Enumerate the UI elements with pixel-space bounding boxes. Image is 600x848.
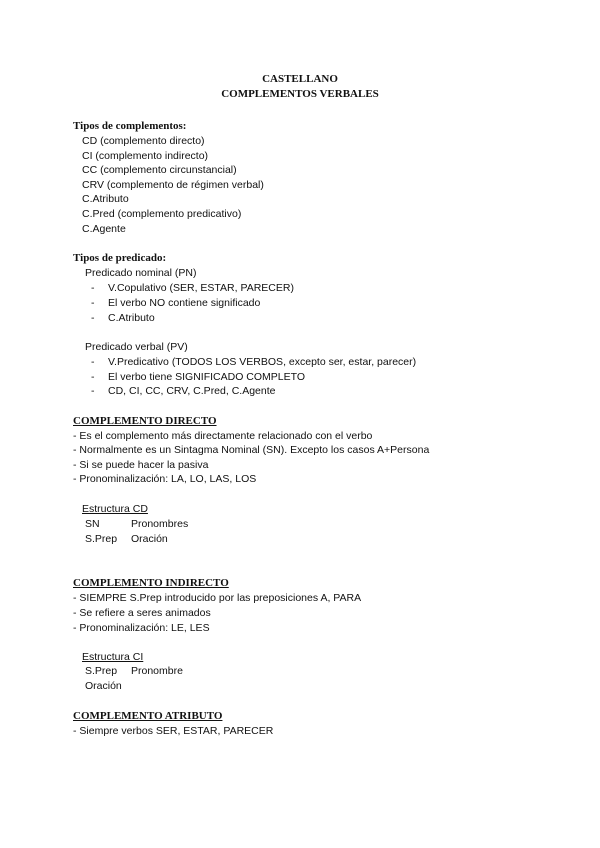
list-item: CD (complemento directo): [82, 135, 205, 147]
tipos-complementos-heading: Tipos de complementos:: [73, 120, 187, 132]
list-item: V.Predicativo (TODOS LOS VERBOS, excepto ser, estar, parecer): [108, 356, 417, 368]
atributo-heading: COMPLEMENTO ATRIBUTO: [73, 710, 223, 722]
ci-line: - Pronominalización: LE, LES: [73, 622, 210, 634]
cd-line: - Normalmente es un Sintagma Nominal (SN). Excepto los casos A+Persona: [73, 444, 430, 456]
ci-line: - Se refiere a seres animados: [73, 607, 211, 619]
tipos-predicado-heading: Tipos de predicado:: [73, 252, 167, 264]
bullet-marker: -: [91, 312, 95, 324]
list-item: CC (complemento circunstancial): [82, 164, 237, 176]
cd-estructura-cell: Oración: [131, 533, 168, 545]
bullet-marker: -: [91, 356, 95, 368]
ci-estructura-cell: S.Prep: [85, 665, 118, 677]
cd-line: - Es el complemento más directamente relacionado con el verbo: [73, 430, 373, 442]
list-item: C.Agente: [82, 223, 126, 235]
cd-estructura-cell: SN: [85, 518, 100, 530]
predicado-nominal-label: Predicado nominal (PN): [85, 267, 197, 279]
cd-estructura-cell: S.Prep: [85, 533, 118, 545]
ci-heading: COMPLEMENTO INDIRECTO: [73, 577, 229, 589]
list-item: El verbo tiene SIGNIFICADO COMPLETO: [108, 371, 306, 383]
list-item: CRV (complemento de régimen verbal): [82, 179, 264, 191]
list-item: C.Atributo: [82, 193, 129, 205]
list-item: C.Atributo: [108, 312, 155, 324]
ci-estructura-cell: Pronombre: [131, 665, 183, 677]
predicado-verbal-label: Predicado verbal (PV): [85, 341, 188, 353]
bullet-marker: -: [91, 371, 95, 383]
bullet-marker: -: [91, 282, 95, 294]
list-item: CD, CI, CC, CRV, C.Pred, C.Agente: [108, 385, 276, 397]
ci-estructura-cell: Oración: [85, 680, 122, 692]
cd-line: - Si se puede hacer la pasiva: [73, 459, 209, 471]
list-item: CI (complemento indirecto): [82, 150, 209, 162]
list-item: C.Pred (complemento predicativo): [82, 208, 242, 220]
bullet-marker: -: [91, 385, 95, 397]
atributo-line: - Siempre verbos SER, ESTAR, PARECER: [73, 725, 274, 737]
ci-line: - SIEMPRE S.Prep introducido por las preposiciones A, PARA: [73, 592, 362, 604]
cd-heading: COMPLEMENTO DIRECTO: [73, 415, 217, 427]
list-item: V.Copulativo (SER, ESTAR, PARECER): [108, 282, 294, 294]
bullet-marker: -: [91, 297, 95, 309]
cd-line: - Pronominalización: LA, LO, LAS, LOS: [73, 473, 257, 485]
document-subject: CASTELLANO: [262, 73, 338, 85]
list-item: El verbo NO contiene significado: [108, 297, 261, 309]
cd-estructura-label: Estructura CD: [82, 503, 148, 515]
cd-estructura-cell: Pronombres: [131, 518, 189, 530]
ci-estructura-label: Estructura CI: [82, 651, 144, 663]
document-topic: COMPLEMENTOS VERBALES: [221, 88, 379, 100]
